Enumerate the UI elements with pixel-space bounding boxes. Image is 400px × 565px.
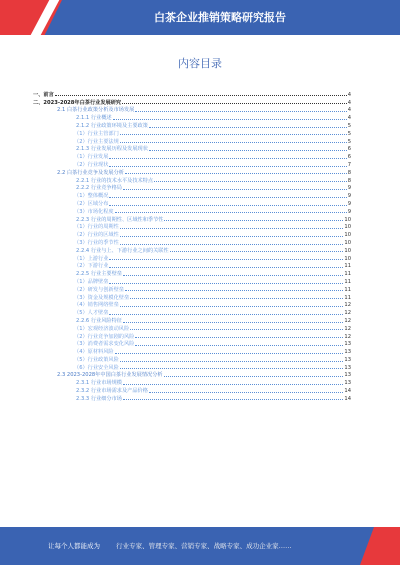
toc-entry-title: （3）行业的季节性 xyxy=(74,239,119,246)
toc-entry-title: 一、前言 xyxy=(33,91,54,98)
toc-entry-title: （1）上游行业 xyxy=(74,255,109,262)
toc-entry[interactable] xyxy=(33,324,351,332)
toc-entry-title: （3）消费者需求变化风险 xyxy=(74,341,135,348)
toc-entry-title: （2）行业竞争加剧的风险 xyxy=(74,333,135,340)
toc-page-number: 8 xyxy=(347,169,351,176)
page-header xyxy=(0,0,400,35)
toc-entry-title: 2.3 2023-2028年中国白茶行业发展情况分析 xyxy=(57,372,163,379)
toc-dot-leader xyxy=(120,306,344,307)
toc-dot-leader xyxy=(109,283,343,284)
toc-dot-leader xyxy=(164,220,343,221)
toc-entry[interactable] xyxy=(33,269,351,277)
toc-dot-leader xyxy=(164,376,344,377)
toc-page-number: 10 xyxy=(344,255,351,262)
toc-page-number: 13 xyxy=(344,356,351,363)
toc-entry-title: （1）行业的周期性 xyxy=(74,224,119,231)
toc-page-number: 14 xyxy=(344,395,351,402)
toc-entry[interactable] xyxy=(33,332,351,340)
toc-entry[interactable] xyxy=(33,394,351,402)
toc-dot-leader xyxy=(125,173,347,174)
page-footer xyxy=(0,527,400,565)
toc-page-number: 5 xyxy=(347,130,351,137)
toc-entry[interactable] xyxy=(33,246,351,254)
toc-entry-title: 2.3.2 行业市场需求及产品价格 xyxy=(76,388,148,395)
toc-entry[interactable] xyxy=(33,129,351,137)
toc-entry-title: （5）行业政策风险 xyxy=(74,356,119,363)
toc-page-number: 10 xyxy=(344,247,351,254)
toc-entry[interactable] xyxy=(33,254,351,262)
toc-dot-leader xyxy=(113,119,347,120)
toc-entry[interactable] xyxy=(33,152,351,160)
toc-dot-leader xyxy=(109,158,346,159)
toc-entry-title: （2）行业现状 xyxy=(74,161,109,168)
toc-entry[interactable] xyxy=(33,106,351,114)
toc-entry[interactable] xyxy=(33,386,351,394)
toc-page-number: 10 xyxy=(344,239,351,246)
toc-page-number: 9 xyxy=(347,185,351,192)
footer-text xyxy=(0,527,400,565)
toc-entry-title: （2）行业主要法规 xyxy=(74,138,119,145)
toc-entry[interactable] xyxy=(33,137,351,145)
toc-entry-title: 2.3.3 行业细分市场 xyxy=(76,395,122,402)
toc-dot-leader xyxy=(115,353,344,354)
toc-dot-leader xyxy=(122,103,347,104)
toc-entry[interactable] xyxy=(33,308,351,316)
toc-entry[interactable] xyxy=(33,316,351,324)
document-title: 白茶企业推销策略研究报告 xyxy=(154,11,286,24)
toc-page-number: 9 xyxy=(347,200,351,207)
toc-page-number: 5 xyxy=(347,122,351,129)
toc-dot-leader xyxy=(115,212,347,213)
toc-entry[interactable] xyxy=(33,223,351,231)
toc-page-number: 6 xyxy=(347,154,351,161)
toc-entry[interactable] xyxy=(33,363,351,371)
toc-entry[interactable] xyxy=(33,277,351,285)
toc-dot-leader xyxy=(120,236,344,237)
toc-entry[interactable] xyxy=(33,199,351,207)
toc-page-number: 12 xyxy=(344,310,351,317)
toc-entry[interactable] xyxy=(33,168,351,176)
toc-page-number: 12 xyxy=(344,317,351,324)
toc-page-number: 11 xyxy=(344,263,351,270)
toc-entry-title: （4）销售网络壁垒 xyxy=(74,302,119,309)
toc-entry-title: （2）区域分布 xyxy=(74,200,109,207)
toc-entry-title: 2.3.1 行业市场规模 xyxy=(76,380,122,387)
toc-dot-leader xyxy=(120,361,344,362)
toc-entry-title: （2）行业的区域性 xyxy=(74,232,119,239)
toc-dot-leader xyxy=(125,290,343,291)
toc-dot-leader xyxy=(120,142,347,143)
toc-entry[interactable] xyxy=(33,113,351,121)
toc-dot-leader xyxy=(135,337,343,338)
footer-slogan: 让每个人都能成为 xyxy=(48,542,100,550)
toc-entry-title: （6）行业安全风险 xyxy=(74,364,119,371)
toc-dot-leader xyxy=(109,197,346,198)
toc-dot-leader xyxy=(109,205,346,206)
toc-dot-leader xyxy=(170,251,344,252)
toc-entry[interactable] xyxy=(33,238,351,246)
toc-dot-leader xyxy=(109,314,343,315)
toc-entry[interactable] xyxy=(33,160,351,168)
toc-page-number: 5 xyxy=(347,138,351,145)
toc-dot-leader xyxy=(149,127,347,128)
toc-entry-title: 2.1 白茶行业政策分析及市场发展 xyxy=(57,107,135,114)
toc-page-number: 11 xyxy=(344,271,351,278)
toc-entry[interactable] xyxy=(33,191,351,199)
toc-dot-leader xyxy=(123,275,343,276)
toc-entry-title: 2.2.3 行业的周期性、区域性和季节性 xyxy=(76,216,164,223)
toc-entry[interactable] xyxy=(33,347,351,355)
toc-page-number: 11 xyxy=(344,286,351,293)
toc-entry-title: 2.2.5 行业主要壁垒 xyxy=(76,271,122,278)
toc-entry-title: 2.2.6 行业风险特征 xyxy=(76,317,122,324)
toc-dot-leader xyxy=(135,345,343,346)
toc-entry[interactable] xyxy=(33,340,351,348)
toc-dot-leader xyxy=(120,368,344,369)
toc-page-number: 10 xyxy=(344,224,351,231)
toc-entry-title: （3）资金及规模化壁垒 xyxy=(74,294,130,301)
toc-page-number: 12 xyxy=(344,333,351,340)
toc-dot-leader xyxy=(109,259,343,260)
toc-entry[interactable] xyxy=(33,378,351,386)
toc-entry[interactable] xyxy=(33,176,351,184)
toc-dot-leader xyxy=(149,392,343,393)
toc-entry-title: （1）行业主管部门 xyxy=(74,130,119,137)
table-of-contents xyxy=(33,90,351,402)
toc-entry[interactable] xyxy=(33,355,351,363)
toc-page-number: 7 xyxy=(347,161,351,168)
toc-page-number: 10 xyxy=(344,216,351,223)
toc-dot-leader xyxy=(123,384,343,385)
toc-entry-title: （1）整体概况 xyxy=(74,193,109,200)
toc-entry-title: 2.2.2 行业竞争格局 xyxy=(76,185,122,192)
toc-page-number: 12 xyxy=(344,325,351,332)
toc-entry-title: （2）下游行业 xyxy=(74,263,109,270)
toc-dot-leader xyxy=(135,111,346,112)
toc-page-number: 9 xyxy=(347,193,351,200)
toc-dot-leader xyxy=(123,189,347,190)
toc-entry[interactable] xyxy=(33,262,351,270)
toc-entry-title: 二、2023-2028年白茶行业发展研究 xyxy=(33,99,122,106)
footer-roles: 行业专家、管理专家、营销专家、战略专家、成功企业家…… xyxy=(116,542,292,550)
toc-entry-title: 2.1.3 行业发展历程及发展现状 xyxy=(76,146,148,153)
toc-dot-leader xyxy=(109,267,343,268)
toc-page-number: 4 xyxy=(347,107,351,114)
toc-dot-leader xyxy=(120,228,344,229)
toc-entry-title: 2.1.2 行业政策环境及主要政策 xyxy=(76,122,148,129)
toc-page-number: 11 xyxy=(344,294,351,301)
toc-page-number: 14 xyxy=(344,388,351,395)
toc-entry[interactable] xyxy=(33,285,351,293)
toc-entry-title: 2.2.4 行业与上、下游行业之间的关联性 xyxy=(76,247,169,254)
toc-page-number: 8 xyxy=(347,177,351,184)
toc-page-number: 6 xyxy=(347,146,351,153)
toc-page-number: 13 xyxy=(344,380,351,387)
toc-entry-title: （3）市场化程度 xyxy=(74,208,114,215)
toc-page-number: 4 xyxy=(347,99,351,106)
toc-dot-leader xyxy=(55,95,347,96)
toc-dot-leader xyxy=(120,244,344,245)
toc-entry-title: 2.1.1 行业概述 xyxy=(76,115,112,122)
toc-dot-leader xyxy=(130,329,343,330)
toc-entry[interactable] xyxy=(33,90,351,98)
toc-page-number: 13 xyxy=(344,341,351,348)
toc-dot-leader xyxy=(109,166,346,167)
toc-entry[interactable] xyxy=(33,184,351,192)
toc-page-number: 12 xyxy=(344,302,351,309)
toc-page-number: 4 xyxy=(347,115,351,122)
toc-entry-title: 2.2.1 行业的技术水平及技术特点 xyxy=(76,177,154,184)
toc-page-number: 9 xyxy=(347,208,351,215)
toc-entry[interactable] xyxy=(33,301,351,309)
toc-entry-title: （1）行业发展 xyxy=(74,154,109,161)
toc-heading: 内容目录 xyxy=(178,57,222,70)
toc-page-number: 13 xyxy=(344,364,351,371)
toc-entry[interactable] xyxy=(33,371,351,379)
toc-entry-title: （1）宏观经济波动风险 xyxy=(74,325,130,332)
toc-entry[interactable] xyxy=(33,215,351,223)
toc-dot-leader xyxy=(123,399,343,400)
toc-dot-leader xyxy=(154,181,347,182)
toc-entry[interactable] xyxy=(33,207,351,215)
toc-dot-leader xyxy=(123,322,343,323)
toc-page-number: 13 xyxy=(344,349,351,356)
toc-dot-leader xyxy=(120,134,347,135)
toc-page-number: 13 xyxy=(344,372,351,379)
toc-entry-title: （4）原材料风险 xyxy=(74,349,114,356)
toc-entry-title: （5）人才壁垒 xyxy=(74,310,109,317)
toc-dot-leader xyxy=(130,298,343,299)
toc-page-number: 10 xyxy=(344,232,351,239)
toc-page-number: 4 xyxy=(347,91,351,98)
toc-entry-title: （1）品牌壁垒 xyxy=(74,278,109,285)
toc-entry[interactable] xyxy=(33,98,351,106)
toc-entry[interactable] xyxy=(33,121,351,129)
toc-entry-title: 2.2 白茶行业竞争及发展分析 xyxy=(57,169,124,176)
toc-entry[interactable] xyxy=(33,145,351,153)
toc-page-number: 11 xyxy=(344,278,351,285)
toc-entry[interactable] xyxy=(33,293,351,301)
toc-dot-leader xyxy=(149,150,347,151)
toc-entry-title: （2）研发与创新壁垒 xyxy=(74,286,124,293)
toc-entry[interactable] xyxy=(33,230,351,238)
